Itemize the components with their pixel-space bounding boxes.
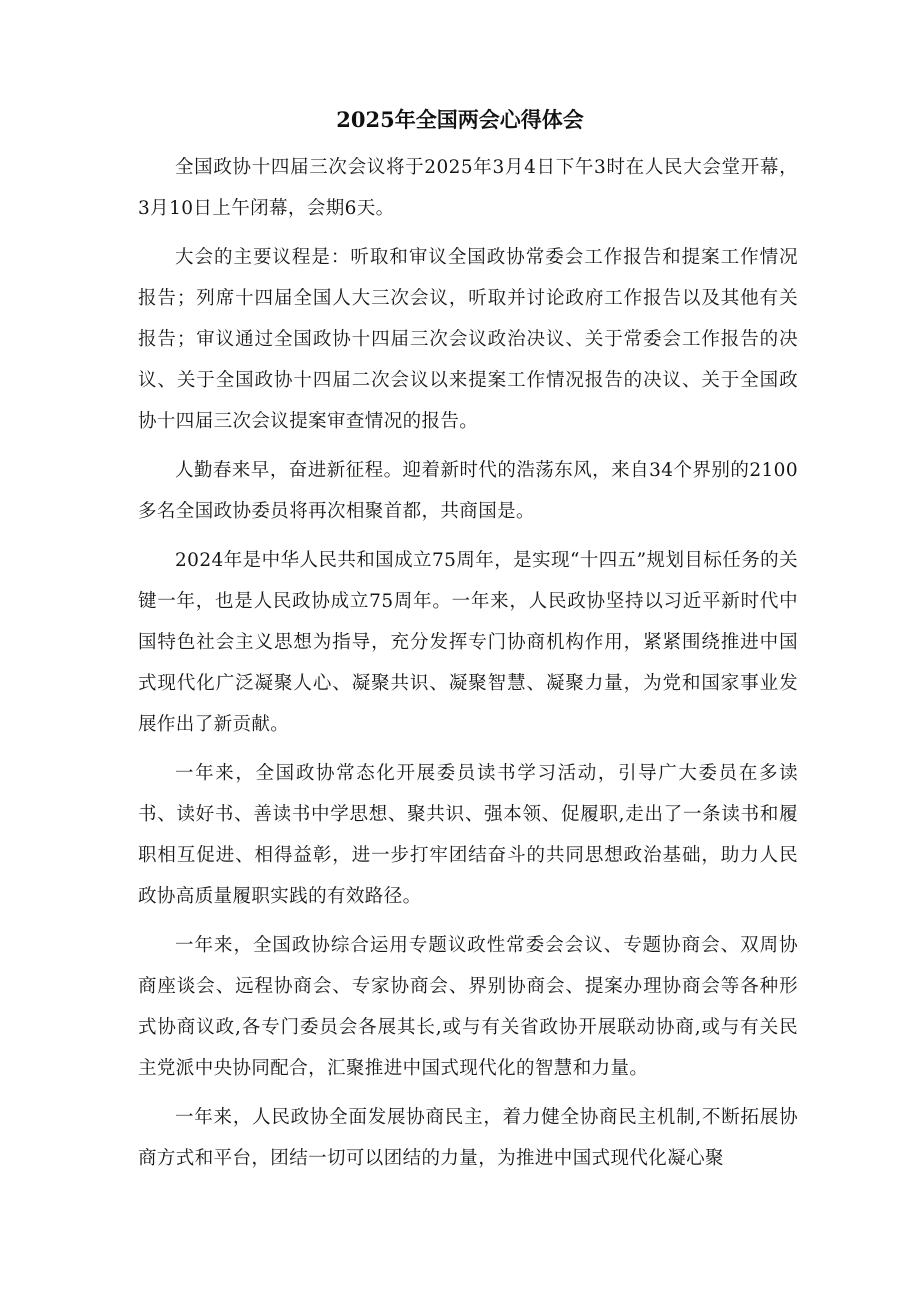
paragraph-agenda: 大会的主要议程是：听取和审议全国政协常委会工作报告和提案工作情况报告；列席十四届全国人大三次会议，听取并讨论政府工作报告以及其他有关报告；审议通过全国政协十四届三次会议政治决议、关于常委会工作报告的决议、关于全国政协十四届二次会议以来提案工作情况报告的决议、关于全国政协十四届三次会议提案审查情况的报告。 — [138, 247, 798, 432]
document-body — [138, 147, 798, 1187]
paragraph-new-journey: 人勤春来早，奋进新征程。迎着新时代的浩荡东风，来自34个界别的2100多名全国政协委员将再次相聚首都，共商国是。 — [138, 460, 798, 522]
paragraph-consultation-forms: 一年来，全国政协综合运用专题议政性常委会会议、专题协商会、双周协商座谈会、远程协商会、专家协商会、界别协商会、提案办理协商会等各种形式协商议政,各专门委员会各展其长,或与有关省政协开展联动协商,或与有关民主党派中央协同配合，汇聚推进中国式现代化的智慧和力量。 — [138, 935, 798, 1079]
paragraph-2024-review: 2024年是中华人民共和国成立75周年，是实现“十四五”规划目标任务的关键一年，也是人民政协成立75周年。一年来，人民政协坚持以习近平新时代中国特色社会主义思想为指导，充分发挥专门协商机构作用，紧紧围绕推进中国式现代化广泛凝聚人心、凝聚共识、凝聚智慧、凝聚力量，为党和国家事业发展作出了新贡献。 — [138, 550, 798, 735]
document-title: 2025年全国两会心得体会 — [336, 107, 584, 132]
paragraph-reading-activities: 一年来，全国政协常态化开展委员读书学习活动，引导广大委员在多读书、读好书、善读书中学思想、聚共识、强本领、促履职,走出了一条读书和履职相互促进、相得益彰，进一步打牢团结奋斗的共同思想政治基础，助力人民政协高质量履职实践的有效路径。 — [138, 763, 798, 907]
paragraph-meeting-schedule: 全国政协十四届三次会议将于2025年3月4日下午3时在人民大会堂开幕，3月10日上午闭幕，会期6天。 — [138, 157, 798, 219]
paragraph-consultative-democracy: 一年来，人民政协全面发展协商民主，着力健全协商民主机制,不断拓展协商方式和平台，团结一切可以团结的力量，为推进中国式现代化凝心聚 — [138, 1107, 798, 1169]
